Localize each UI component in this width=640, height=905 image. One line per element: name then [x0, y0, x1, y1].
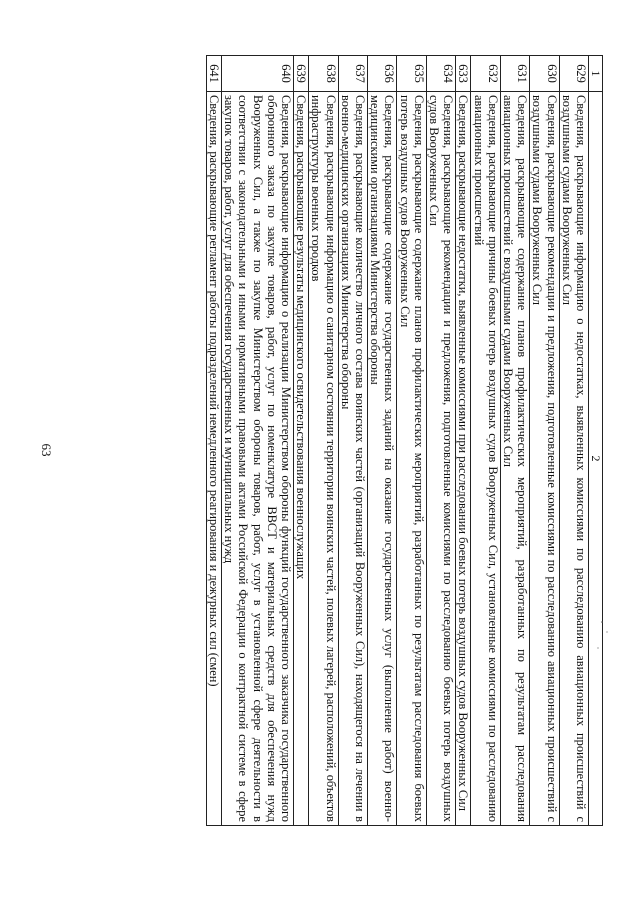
row-text: Сведения, раскрывающие информацию о недостатках, выявленных комиссиями по расследованию авиационных происшествий с воздушными судами Вооруженных Сил — [559, 92, 588, 826]
row-number: 633 — [456, 56, 471, 92]
row-number: 629 — [559, 56, 588, 92]
table-row — [456, 56, 471, 826]
row-text: Сведения, раскрывающие содержание государственных заданий на оказание государственных услуг (выполнение работ) военно-медицинскими организациями Министерства обороны — [367, 92, 396, 826]
table-row — [367, 56, 396, 826]
row-text: Сведения, раскрывающие рекомендации и предложения, подготовленные комиссиями по расследованию авиационных происшествий с воздушными судами Вооруженных Сил — [530, 92, 559, 826]
row-text: Сведения, раскрывающие информацию о реализации Министерством обороны функций государственного заказчика государственного оборонного заказа по закупке товаров, работ, услуг по номенклатуре ВВСТ и материальных средств для обеспечения нужд Вооруженных Сил, а также по закупке Министерством обороны товаров, работ, услуг в установленной сфере деятельности в соответствии с законодательными и иными нормативными правовыми актами Российской Федерации о контрактной системе в сфере закупок товаров, работ, услуг для обеспечения государственных и муниципальных нужд — [221, 92, 293, 826]
rotated-table-container — [98, 55, 603, 825]
registry-table — [206, 55, 603, 826]
row-number: 636 — [367, 56, 396, 92]
table-row — [397, 56, 426, 826]
table-row — [559, 56, 588, 826]
table-row — [293, 56, 308, 826]
table-row — [338, 56, 367, 826]
table-row — [426, 56, 455, 826]
table-header-row — [589, 56, 603, 826]
row-text: Сведения, раскрывающие количество личного состава воинских частей (организаций Вооруженных Сил), находящегося на лечении в военно-медицинских организациях Министерства обороны — [338, 92, 367, 826]
row-text: Сведения, раскрывающие рекомендации и предложения, подготовленные комиссиями по расследованию боевых потерь воздушных судов Вооруженных Сил — [426, 92, 455, 826]
table-row — [309, 56, 338, 826]
table-row — [530, 56, 559, 826]
row-text: Сведения, раскрывающие причины боевых потерь воздушных судов Вооруженных Сил, установленные комиссиями по расследованию авиационных происшествий — [471, 92, 500, 826]
row-number: 630 — [530, 56, 559, 92]
row-text: Сведения, раскрывающие недостатки, выявленные комиссиями при расследовании боевых потерь воздушных судов Вооруженных Сил — [456, 92, 471, 826]
row-number: 634 — [426, 56, 455, 92]
row-number: 632 — [471, 56, 500, 92]
row-number: 637 — [338, 56, 367, 92]
row-number: 635 — [397, 56, 426, 92]
row-text: Сведения, раскрывающие информацию о санитарном состоянии территории воинских частей, полевых лагерей, расположений, объектов инфраструктуры военных городков — [309, 92, 338, 826]
row-text: Сведения, раскрывающие регламент работы подразделений немедленного реагирования и дежурных сил (смен) — [206, 92, 221, 826]
row-number: 640 — [221, 56, 293, 92]
page-number: 63 — [39, 443, 54, 457]
table-row — [500, 56, 529, 826]
row-text: Сведения, раскрывающие результаты медицинского освидетельствования военнослужащих — [293, 92, 308, 826]
row-number: 641 — [206, 56, 221, 92]
row-text: Сведения, раскрывающие содержание планов профилактических мероприятий, разработанных по результатам расследования боевых потерь воздушных судов Вооруженных Сил — [397, 92, 426, 826]
speck — [606, 631, 607, 632]
row-number: 638 — [309, 56, 338, 92]
row-text: Сведения, раскрывающие содержание планов профилактических мероприятий, разработанных по результатам расследования авиационных происшествий с воздушными судами Вооруженных Сил — [500, 92, 529, 826]
table-row — [206, 56, 221, 826]
table-row — [471, 56, 500, 826]
column-header-text: 2 — [589, 92, 603, 826]
row-number: 639 — [293, 56, 308, 92]
column-header-number: 1 — [589, 56, 603, 92]
table-row — [221, 56, 293, 826]
row-number: 631 — [500, 56, 529, 92]
